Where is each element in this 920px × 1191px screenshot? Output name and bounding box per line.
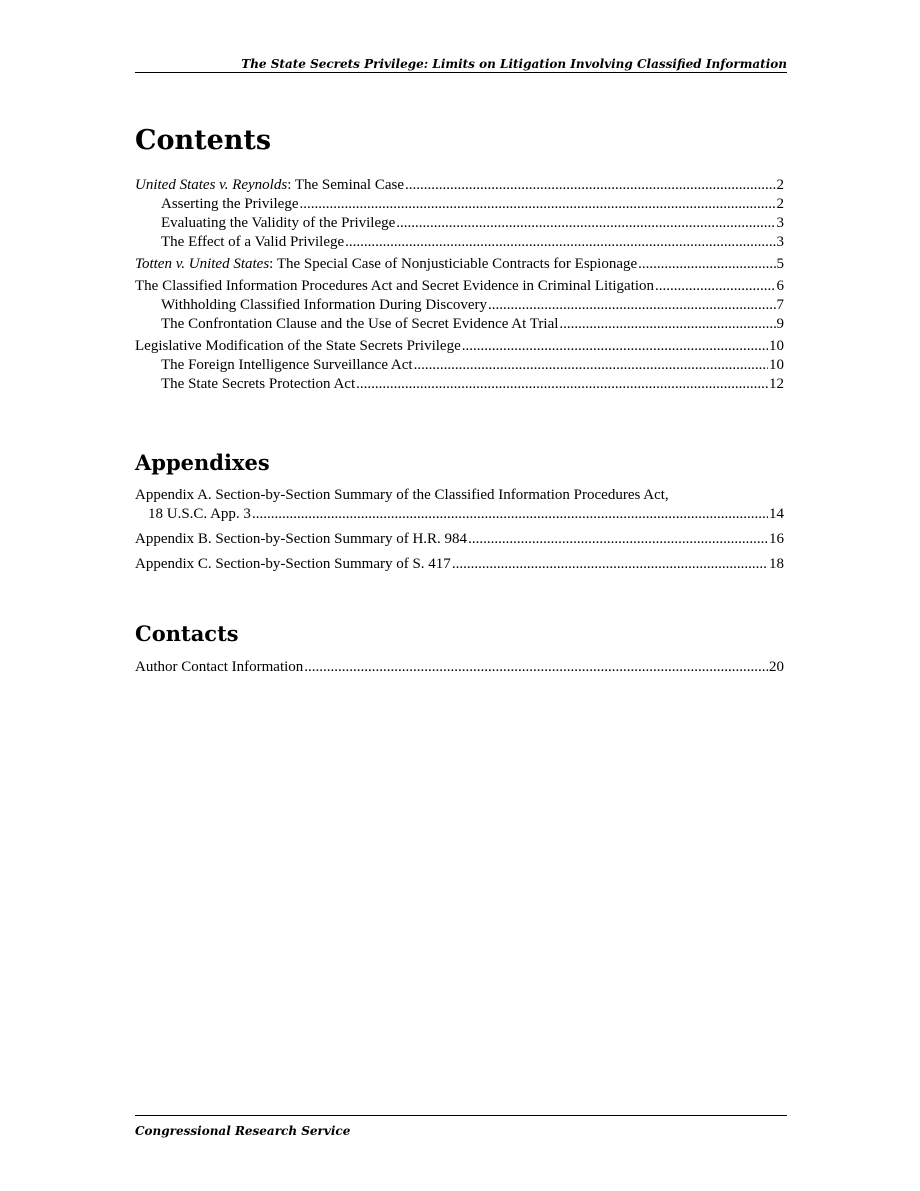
toc-page-number: 6 [776,278,784,294]
toc-page-number: 3 [776,215,784,231]
toc-page-number: 16 [769,531,784,547]
toc-entry-effect-valid-privilege[interactable] [135,233,784,252]
dot-leader [559,315,775,334]
toc-page-number: 2 [776,196,784,212]
toc-entry-evaluating-validity[interactable] [135,214,784,233]
dot-leader [638,255,775,274]
toc-page-number: 2 [776,177,784,193]
toc-entry-title: Evaluating the Validity of the Privilege [161,215,396,231]
toc-entry-withholding-discovery[interactable] [135,296,784,315]
toc-entry-title: United States v. Reynolds: The Seminal Case [135,177,404,193]
toc-entry-title: Author Contact Information [135,659,304,675]
toc-entry-title: Asserting the Privilege [161,196,299,212]
contacts-list [135,658,784,677]
dot-leader [252,505,768,524]
appendixes-list [135,486,784,574]
toc-entry-reynolds[interactable] [135,176,784,195]
toc-entry-appendix-b[interactable] [135,530,784,549]
toc-entry-title: The Effect of a Valid Privilege [161,234,345,250]
toc-entry-title: The Confrontation Clause and the Use of Secret Evidence At Trial [161,316,559,332]
toc-entry-title: Legislative Modification of the State Secrets Privilege [135,338,461,354]
toc-page-number: 10 [769,338,784,354]
running-header-title: The State Secrets Privilege: Limits on Litigation Involving Classified Information [241,57,787,71]
page-footer [135,1115,787,1140]
dot-leader [488,296,775,315]
toc-entry-asserting-privilege[interactable] [135,195,784,214]
toc-entry-title: The State Secrets Protection Act [161,376,356,392]
toc-entry-title: Withholding Classified Information During Discovery [161,297,488,313]
appendixes-heading: Appendixes [135,450,270,475]
toc-entry-appendix-a[interactable] [135,486,784,524]
toc-entry-title-line2: 18 U.S.C. App. 3 [148,506,251,522]
dot-leader [345,233,775,252]
toc-entry-appendix-c[interactable] [135,555,784,574]
toc-entry-cipa[interactable] [135,277,784,296]
toc-page-number: 12 [769,376,784,392]
toc-page-number: 18 [769,556,784,572]
contents-heading: Contents [135,125,272,156]
toc-entry-title-line1: Appendix A. Section-by-Section Summary of the Classified Information Procedures Act, [135,487,669,503]
toc-entry-confrontation-clause[interactable] [135,315,784,334]
toc-entry-totten[interactable] [135,255,784,274]
toc-page-number: 9 [776,316,784,332]
toc-entry-title: The Foreign Intelligence Surveillance Act [161,357,413,373]
dot-leader [396,214,775,233]
contacts-heading: Contacts [135,621,239,646]
toc-entry-title: Appendix B. Section-by-Section Summary of H.R. 984 [135,531,468,547]
dot-leader [356,375,768,394]
toc-entry-title-line2-row [135,505,784,524]
toc-entry-author-contact-information[interactable] [135,658,784,677]
dot-leader [462,337,768,356]
dot-leader [452,555,768,574]
dot-leader [414,356,768,375]
dot-leader [299,195,775,214]
dot-leader [304,658,768,677]
toc-entry-state-secrets-protection-act[interactable] [135,375,784,394]
contents-list [135,176,784,394]
dot-leader [468,530,768,549]
dot-leader [655,277,775,296]
toc-entry-fisa[interactable] [135,356,784,375]
toc-page-number: 5 [776,256,784,272]
toc-entry-title: Appendix C. Section-by-Section Summary of S. 417 [135,556,451,572]
dot-leader [405,176,776,195]
footer-organization: Congressional Research Service [135,1124,351,1138]
toc-entry-title: The Classified Information Procedures Act and Secret Evidence in Criminal Litigation [135,278,655,294]
toc-page-number: 10 [769,357,784,373]
toc-entry-legislative-modification[interactable] [135,337,784,356]
toc-page-number: 7 [776,297,784,313]
toc-page-number: 20 [769,659,784,675]
toc-page-number: 3 [776,234,784,250]
toc-page-number: 14 [769,506,784,522]
running-header [135,55,787,73]
toc-entry-title: Totten v. United States: The Special Case of Nonjusticiable Contracts for Espionage [135,256,638,272]
